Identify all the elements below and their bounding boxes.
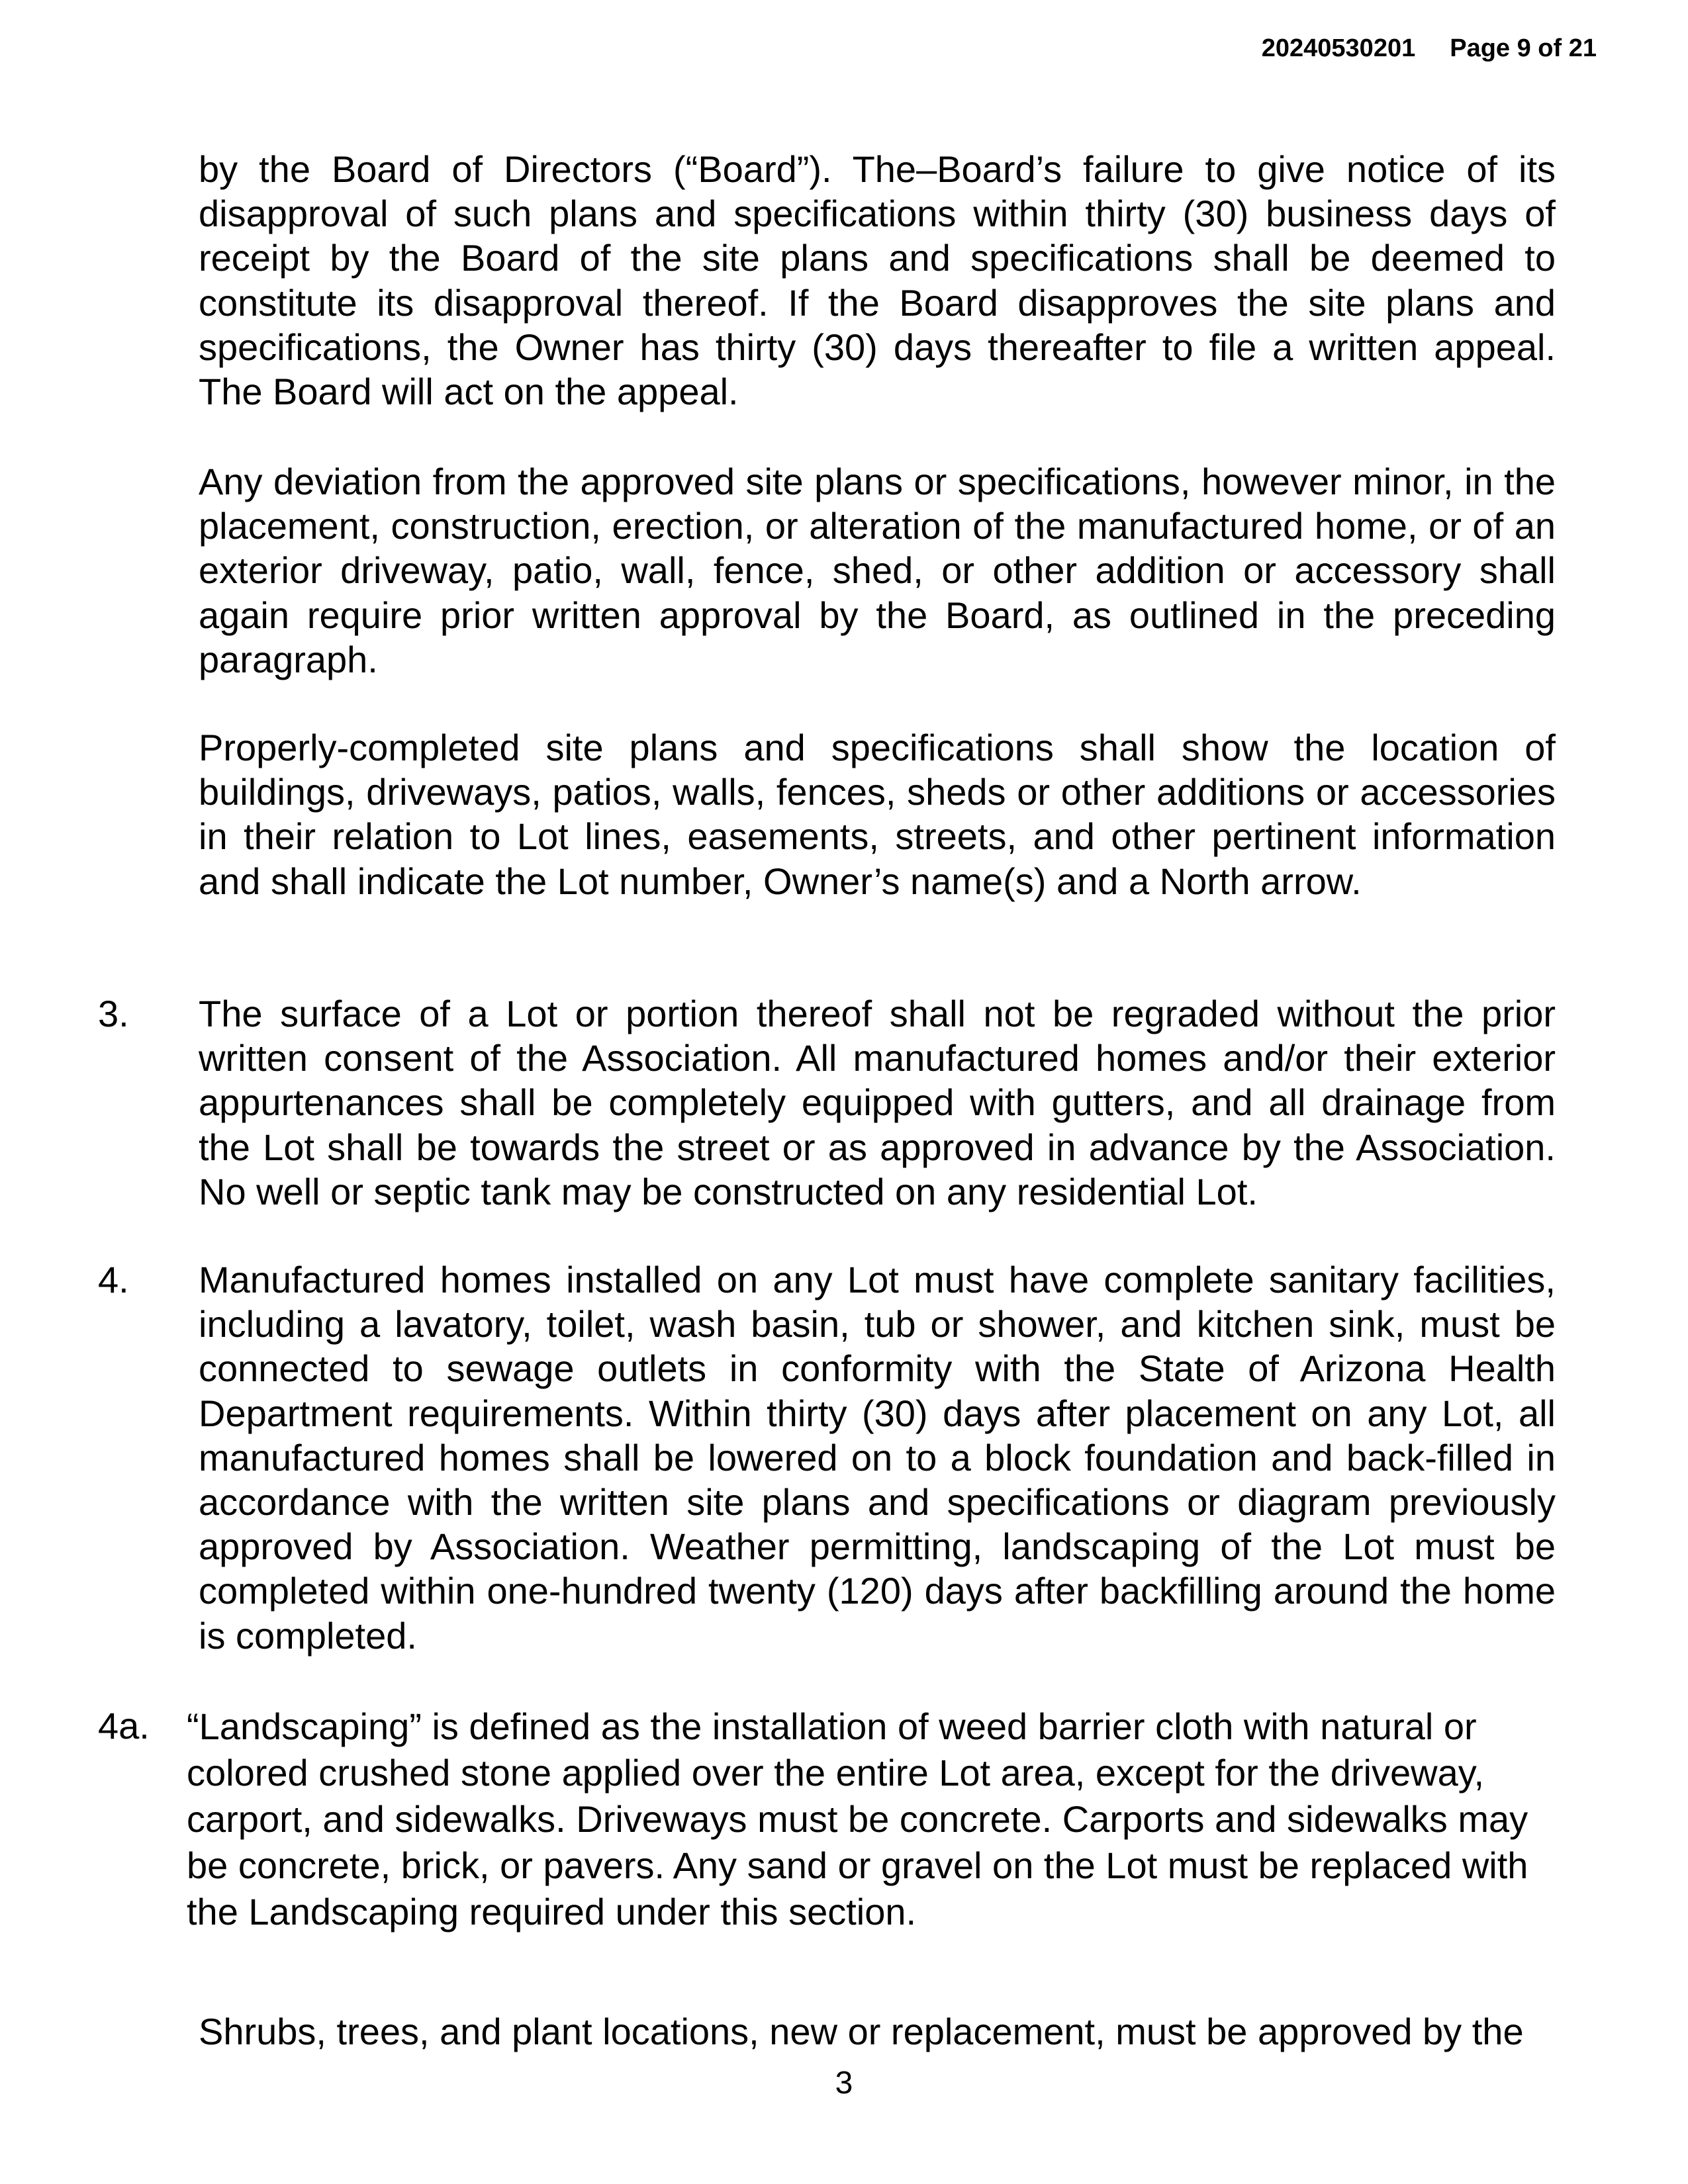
- item-number-4: 4.: [98, 1259, 129, 1300]
- paragraph-board-approval: by the Board of Directors (“Board”). The–Board’s failure to give notice of its disapproval of such plans and specifications within thirty (30) business days of receipt by the Board of the site plans and specifications shall be deemed to constitute its disapproval thereof. If the Board disapproves the site plans and specifications, the Owner has thirty (30) days thereafter to file a written appeal. The Board will act on the appeal.: [199, 148, 1556, 413]
- item-text-4a: “Landscaping” is defined as the installation of weed barrier cloth with natural or colored crushed stone applied over the entire Lot area, except for the driveway, carport, and sidewalks. Driveways must be concrete. Carports and sidewalks may be concrete, brick, or pavers. Any sand or gravel on the Lot must be replaced with the Landscaping required under this section.: [187, 1706, 1528, 1933]
- item-text-3: The surface of a Lot or portion thereof shall not be regraded without the prior written consent of the Association. All manufactured homes and/or their exterior appurtenances shall be completely equipped with gutters, and all drainage from the Lot shall be towards the street or as approved in advance by the Association. No well or septic tank may be constructed on any residential Lot.: [199, 993, 1556, 1212]
- paragraph-shrubs-trees: Shrubs, trees, and plant locations, new or replacement, must be approved by the: [199, 2011, 1524, 2052]
- item-number-4a: 4a.: [98, 1705, 150, 1747]
- paragraph-deviation: Any deviation from the approved site plans or specifications, however minor, in the placement, construction, erection, or alteration of the manufactured home, or of an exterior driveway, patio, wall, fence, shed, or other addition or accessory shall again require prior written approval by the Board, as outlined in the preceding paragraph.: [199, 461, 1556, 680]
- item-number-3: 3.: [98, 993, 129, 1034]
- page-of-total: Page 9 of 21: [1450, 34, 1597, 62]
- item-text-4: Manufactured homes installed on any Lot must have complete sanitary facilities, including a lavatory, toilet, wash basin, tub or shower, and kitchen sink, must be connected to sewage outlets in conformity with the State of Arizona Health Department requirements. Within thirty (30) days after placement on any Lot, all manufactured homes shall be lowered on to a block foundation and back-filled in accordance with the written site plans and specifications or diagram previously approved by Association. Weather permitting, landscaping of the Lot must be completed within one-hundred twenty (120) days after backfilling around the home is completed.: [199, 1259, 1556, 1657]
- footer-page-number: 3: [835, 2066, 853, 2101]
- document-number: 20240530201: [1261, 34, 1416, 62]
- recording-header: [1262, 33, 1597, 64]
- paragraph-site-plans: Properly-completed site plans and specifications shall show the location of buildings, driveways, patios, walls, fences, sheds or other additions or accessories in their relation to Lot lines, easements, streets, and other pertinent information and shall indicate the Lot number, Owner’s name(s) and a North arrow.: [199, 727, 1556, 902]
